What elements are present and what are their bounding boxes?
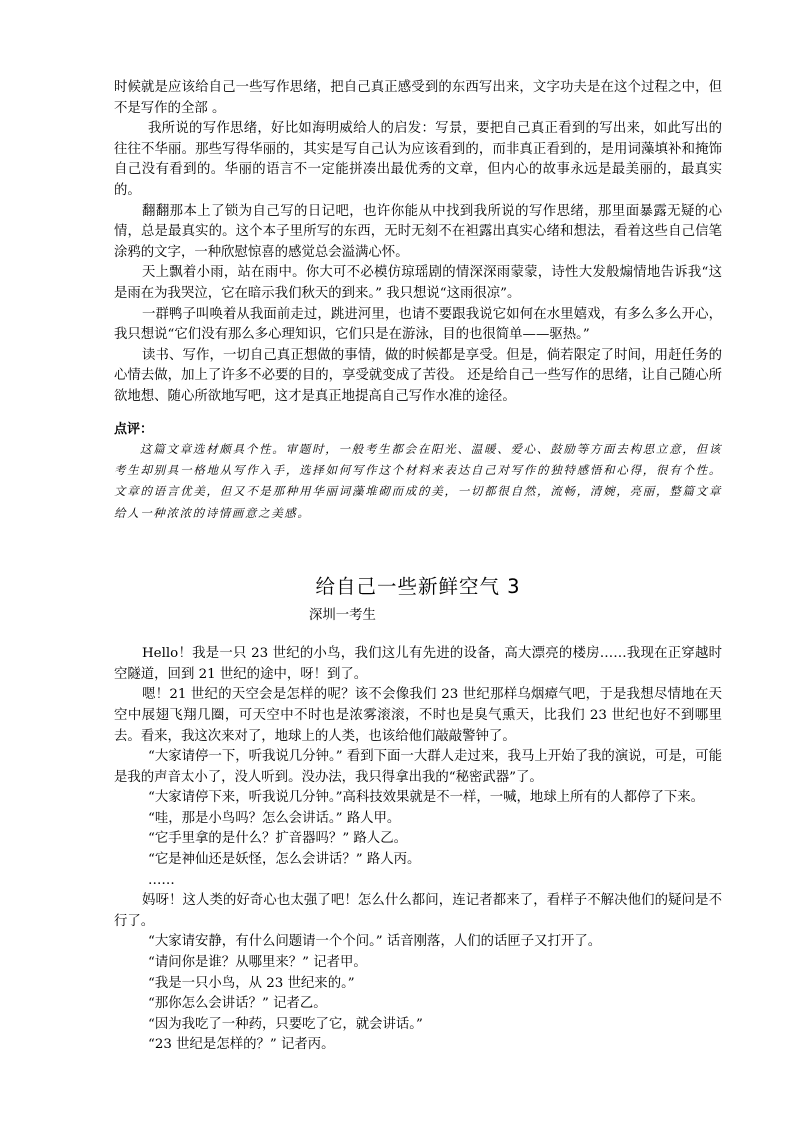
paragraph: 读书、写作，一切自己真正想做的事情，做的时候都是享受。但是，倘若限定了时间，用赶任务的心情去做，加上了许多不必要的目的，享受就变成了苦役。 还是给自己一些写作的思绪，让自己随心所欲地想、随心所欲地写吧，这才是真正地提高自己写作水准的途径。: [114, 347, 722, 404]
paragraph: “它是神仙还是妖怪，怎么会讲话？” 路人丙。: [148, 852, 421, 868]
document-page: [114, 78, 722, 1056]
paragraph: “大家请停下来，听我说几分钟。”高科技效果就是不一样，一喊，地球上所有的人都停了下来。: [148, 790, 705, 806]
paragraph: 妈呀！这人类的好奇心也太强了吧！怎么什么都问，连记者都来了，看样子不解决他们的疑问是不行了。: [114, 893, 722, 929]
paragraph: “请问你是谁？从哪里来？” 记者甲。: [148, 955, 367, 971]
paragraph: “23 世纪是怎样的？” 记者丙。: [148, 1037, 335, 1053]
paragraph: ……: [148, 872, 175, 888]
essay-author: 深圳一考生: [309, 608, 376, 624]
paragraph: “我是一只小鸟，从 23 世纪来的。”: [148, 975, 355, 991]
paragraph: Hello！我是一只 23 世纪的小鸟，我们这儿有先进的设备，高大漂亮的楼房……我现在正穿越时空隧道，回到 21 世纪的途中，呀！到了。: [114, 646, 722, 682]
paragraph: “因为我吃了一种药，只要吃了它，就会讲话。”: [148, 1016, 423, 1032]
comment-heading: 点评：: [114, 421, 154, 437]
paragraph: “大家请停一下，听我说几分钟。” 看到下面一大群人走过来，我马上开始了我的演说，可是，可能是我的声音太小了，没人听到。没办法，我只得拿出我的“秘密武器”了。: [114, 749, 722, 785]
paragraph: 一群鸭子叫唤着从我面前走过，跳进河里，也请不要跟我说它如何在水里嬉戏，有多么多么开心，我只想说“它们没有那么多心理知识，它们只是在游泳，目的也很简单——驱热。”: [114, 306, 722, 343]
essay-body: [114, 644, 722, 1056]
paragraph: 天上飘着小雨，站在雨中。你大可不必模仿琼瑶剧的情深深雨蒙蒙，诗性大发般煽情地告诉我“这是雨在为我哭泣，它在暗示我们秋天的到来。” 我只想说“这雨很凉”。: [114, 265, 722, 301]
comment-text: 这篇文章选材颇具个性。审题时，一般考生都会在阳光、温暖、爱心、鼓励等方面去构思立意，但该考生却别具一格地从写作入手，选择如何写作这个材料来表达自己对写作的独特感悟和心得，很有个性。 文章的语言优美，但又不是那种用华丽词藻堆砌而成的美，一切都很自然，流畅，清婉，亮丽，整篇文章给人一种浓浓的诗情画意之美感。: [114, 441, 722, 520]
paragraph: “大家请安静，有什么问题请一个个问。” 话音刚落，人们的话匣子又打开了。: [148, 934, 602, 950]
paragraph: 我所说的写作思绪，好比如海明威给人的启发：写景，要把自己真正看到的写出来，如此写出的往往不华丽。那些写得华丽的，其实是写自己认为应该看到的，而非真正看到的，是用词藻填补和掩饰自己没有看到的。华丽的语言不一定能拼凑出最优秀的文章，但内心的故事永远是最美丽的，最真实的。: [114, 121, 722, 198]
paragraph: “哇，那是小鸟吗？怎么会讲话。” 路人甲。: [148, 810, 401, 826]
paragraph: “那你怎么会讲话？” 记者乙。: [148, 996, 327, 1012]
paragraph: 时候就是应该给自己一些写作思绪，把自己真正感受到的东西写出来，文字功夫是在这个过程之中，但不是写作的全部 。: [114, 80, 722, 116]
essay-continued: [114, 78, 722, 408]
paragraph: “它手里拿的是什么？扩音器吗？” 路人乙。: [148, 831, 407, 847]
essay-title: 给自己一些新鲜空气 3: [315, 575, 521, 599]
paragraph: 翻翻那本上了锁为自己写的日记吧，也许你能从中找到我所说的写作思绪，那里面暴露无疑的心情，总是最真实的。这个本子里所写的东西，无时无刻不在袒露出真实心绪和想法，看着这些自己信笔涂鸦的文字，一种欣慰惊喜的感觉总会溢满心怀。: [114, 203, 722, 260]
paragraph: 嗯！21 世纪的天空会是怎样的呢？该不会像我们 23 世纪那样乌烟瘴气吧，于是我想尽情地在天空中展翅飞翔几圈，可天空中不时也是浓雾滚滚，不时也是臭气熏天，比我们 23 世纪也好不到哪里去。看来，我这次来对了，地球上的人类，也该给他们敲敲警钟了。: [114, 687, 722, 744]
